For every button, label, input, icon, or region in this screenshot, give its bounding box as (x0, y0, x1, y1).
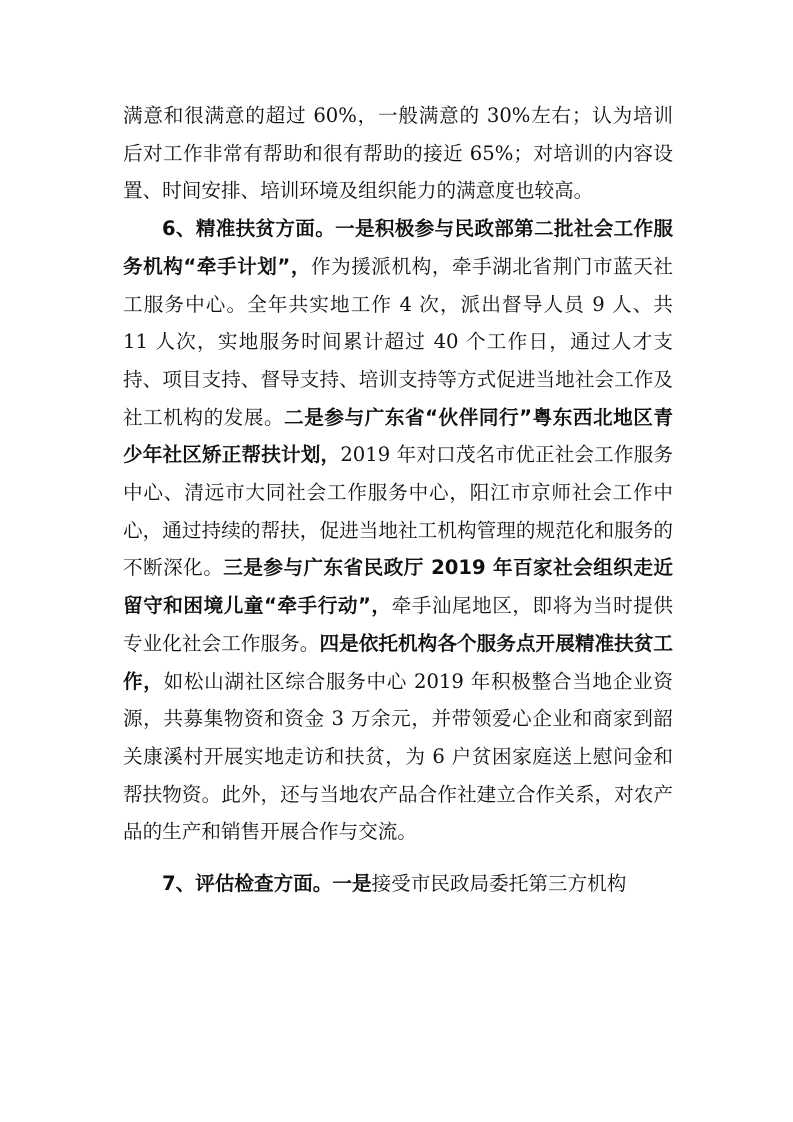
paragraph-poverty-alleviation (123, 210, 673, 851)
heading-run: 三是参与广东省民政厅 2019 年百家社会组织走近留守和困境儿童“牵手行动”， (123, 556, 673, 618)
text-run: 如松山湖社区综合服务中心 2019 年积极整合当地企业资源，共募集物资和资金 3 万余元，并带领爱心企业和商家到韶关康溪村开展实地走访和扶贫，为 6 户贫困家庭送上慰问金和帮扶物资。此外，还与当地农产品合作社建立合作关系，对农产品的生产和销售开展合作与交流。 (123, 669, 674, 844)
text-run: 满意和很满意的超过 60%，一般满意的 30%左右；认为培训后对工作非常有帮助和很有帮助的接近 65%；对培训的内容设置、时间安排、培训环境及组织能力的满意度也较高。 (123, 104, 673, 203)
heading-run: 四是依托机构各个服务点开展精准扶贫工作， (123, 631, 674, 693)
heading-run: 二是参与广东省“伙伴同行”粤东西北地区青少年社区矫正帮扶计划， (123, 405, 673, 467)
document-page (123, 97, 673, 903)
text-run: 2019 年对口茂名市优正社会工作服务中心、清远市大同社会工作服务中心，阳江市京师社会工作中心，通过持续的帮扶，促进当地社工机构管理的规范化和服务的不断深化。 (123, 443, 674, 580)
heading-run: 6、精准扶贫方面。一是积极参与民政部第二批社会工作服务机构“牵手计划”， (123, 217, 673, 278)
text-run: 接受市民政局委托第三方机构 (371, 872, 627, 896)
text-run: 牵手汕尾地区，即将为当时提供专业化社会工作服务。 (123, 594, 673, 655)
paragraph-evaluation (123, 865, 673, 903)
paragraph-training-satisfaction (123, 97, 673, 210)
text-run: 作为援派机构，牵手湖北省荆门市蓝天社工服务中心。全年共实地工作 4 次，派出督导人员 9 人、共 11 人次，实地服务时间累计超过 40 个工作日，通过人才支持、项目支持、督导支持、培训支持等方式促进当地社会工作及社工机构的发展。 (123, 254, 674, 429)
heading-run: 7、评估检查方面。一是 (162, 872, 372, 896)
